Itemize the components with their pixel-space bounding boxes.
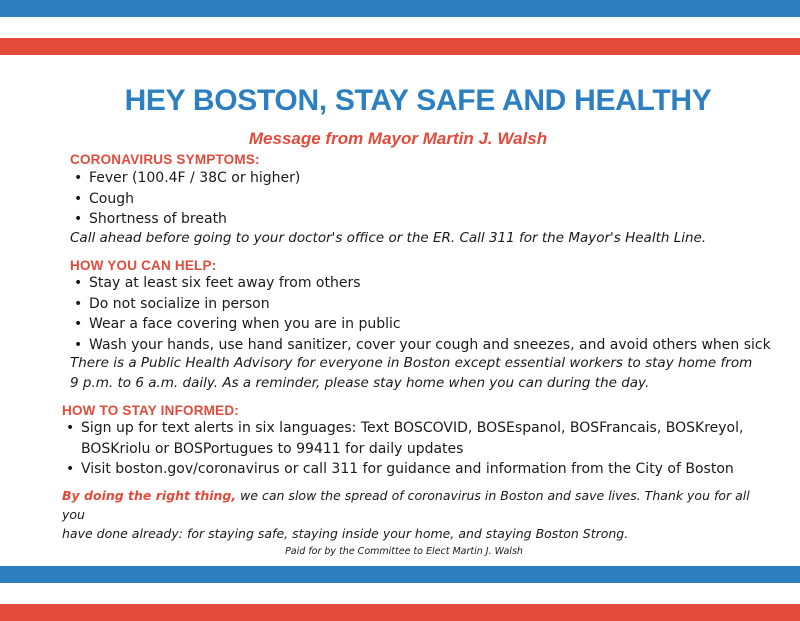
list-item: • Shortness of breath — [72, 209, 300, 230]
advisory-note-line1: There is a Public Health Advisory for everyone in Boston except essential workers to stay home from — [70, 355, 753, 371]
page-title: HEY BOSTON, STAY SAFE AND HEALTHY — [124, 84, 712, 117]
informed-list — [64, 418, 743, 480]
list-item — [64, 418, 743, 459]
paid-for-disclaimer: Paid for by the Committee to Elect Martin J. Walsh — [285, 546, 523, 557]
help-list — [72, 273, 771, 355]
informed-heading: HOW TO STAY INFORMED: — [62, 403, 239, 418]
closing-line2: have done already: for staying safe, staying inside your home, and staying Boston Strong. — [62, 526, 629, 541]
symptoms-list — [72, 168, 300, 230]
list-item: • Cough — [72, 189, 300, 210]
help-heading: HOW YOU CAN HELP: — [70, 258, 217, 273]
bottom-blue-stripe — [0, 566, 800, 583]
bottom-red-stripe — [0, 604, 800, 621]
top-blue-stripe — [0, 0, 800, 17]
text-alerts-line2: BOSKriolu or BOSPortugues to 99411 for daily updates — [81, 440, 464, 457]
list-item: • Do not socialize in person — [72, 294, 771, 315]
symptoms-note: Call ahead before going to your doctor's office or the ER. Call 311 for the Mayor's Health Line. — [70, 230, 707, 246]
list-item: • Visit boston.gov/coronavirus or call 311 for guidance and information from the City of Boston — [64, 459, 743, 480]
closing-message — [62, 486, 774, 543]
symptoms-heading: CORONAVIRUS SYMPTOMS: — [70, 152, 260, 167]
top-red-stripe — [0, 38, 800, 55]
text-alerts-line1: Sign up for text alerts in six languages: Text BOSCOVID, BOSEspanol, BOSFrancais, BOSKreyol, — [81, 420, 744, 436]
list-item: • Wear a face covering when you are in public — [72, 314, 771, 335]
closing-emphasis: By doing the right thing, — [62, 488, 237, 503]
list-item: • Fever (100.4F / 38C or higher) — [72, 168, 300, 189]
list-item: • Wash your hands, use hand sanitizer, cover your cough and sneezes, and avoid others when sick — [72, 335, 771, 356]
list-item: • Stay at least six feet away from others — [72, 273, 771, 294]
page-subtitle: Message from Mayor Martin J. Walsh — [248, 129, 548, 148]
advisory-note-line2: 9 p.m. to 6 a.m. daily. As a reminder, please stay home when you can during the day. — [70, 375, 650, 391]
closing-line1: we can slow the spread of coronavirus in Boston and save lives. Thank you for all you — [62, 488, 750, 522]
